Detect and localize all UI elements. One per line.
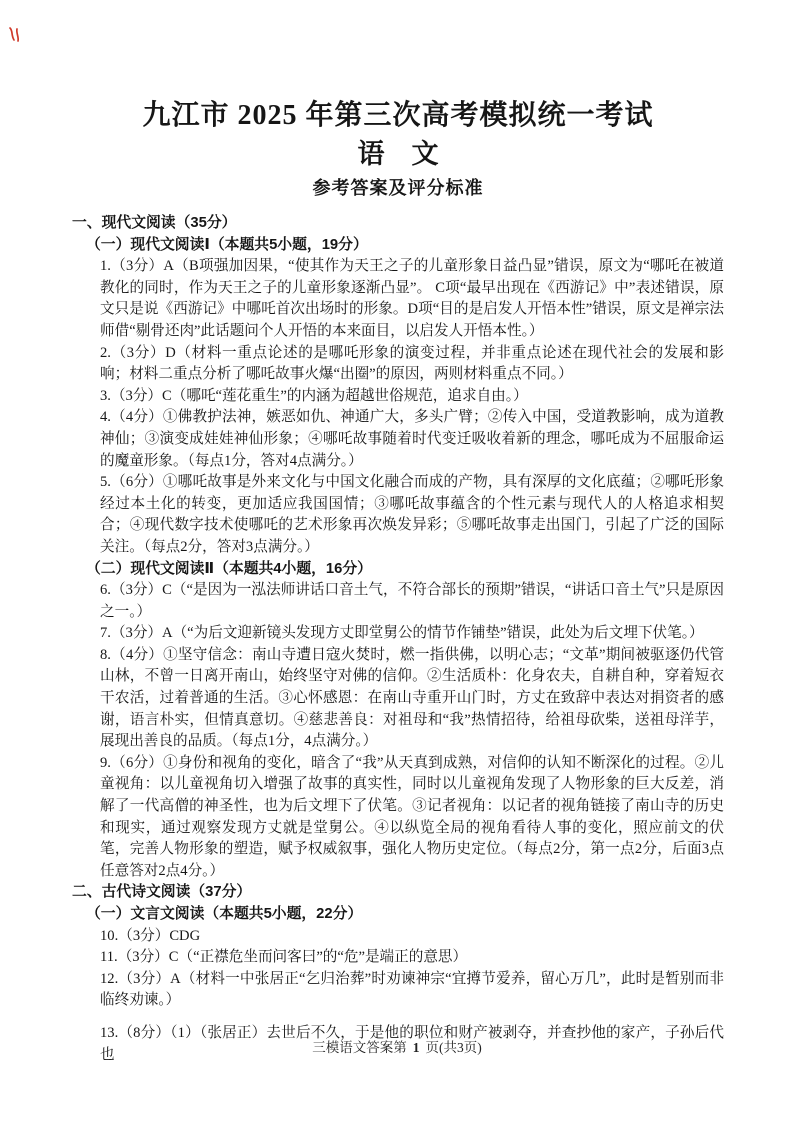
answer-item-6: 6.（3分）C（“是因为一泓法师讲话口音土气，不符合部长的预期”错误，“讲话口音土气”只是原因之一。） — [100, 582, 724, 620]
answer-item-7: 7.（3分）A（“为后文迎新镜头发现方丈即堂舅公的情节作铺垫”错误，此处为后文埋下伏笔。） — [100, 625, 704, 642]
answer-item-2: 2.（3分）D（材料一重点论述的是哪吒形象的演变过程，并非重点论述在现代社会的发展和影响；材料二重点分析了哪吒故事火爆“出圈”的原因，两则材料重点不同。） — [100, 344, 724, 383]
answer-key-subtitle: 参考答案及评分标准 — [312, 178, 484, 198]
subsection-modern-reading-2: （二）现代文阅读Ⅱ（本题共4小题，16分） — [86, 560, 372, 577]
answer-item-1: 1.（3分）A（B项强加因果，“使其作为天王之子的儿童形象日益凸显”错误，原文为“哪吒在被道教化的同时，作为天王之子的儿童形象逐渐凸显”。 C项“最早出现在《西游记》中”表述错误，原文只是说《西游记》中哪吒首次出场时的形象。D项“目的是启发人开悟本性”错误，原文是禅宗法师借“剔骨还肉”此话题问个人开悟的本来面目，以启发人开悟本性。） — [100, 258, 724, 339]
page-footer — [0, 1036, 794, 1056]
answer-item-12: 12.（3分）A（材料一中张居正“乞归治葬”时劝谏神宗“宜撙节爱养，留心万几”，此时是暂别而非临终劝谏。） — [100, 970, 724, 1009]
answer-item-13: 13.（8分）（1）（张居正）去世后不久，于是他的职位和财产被剥夺，并查抄他的家产，子孙后代也 — [100, 1024, 724, 1063]
answer-item-9: 9.（6分）①身份和视角的变化，暗含了“我”从天真到成熟，对信仰的认知不断深化的过程。②儿童视角：以儿童视角切入增强了故事的真实性，同时以儿童视角发现了人物形象的巨大反差，消解了一代高僧的神圣性，也为后文埋下了伏笔。③记者视角：以记者的视角链接了南山寺的历史和现实，通过观察发现方丈就是堂舅公。④以纵览全局的视角看待人事的变化，照应前文的伏笔，完善人物形象的塑造，赋予权威叙事，强化人物历史定位。（每点2分，第一点2分，后面3点任意答对2点4分。） — [100, 754, 724, 879]
exam-subject: 语 文 — [357, 139, 439, 169]
footer-prefix: 三模语文答案第 — [312, 1040, 407, 1055]
answer-item-8: 8.（4分）①坚守信念：南山寺遭日寇火焚时，燃一指供佛，以明心志；“文革”期间被驱逐仍代管山林，不曾一日离开南山，始终坚守对佛的信仰。②生活质朴：化身农夫，自耕自种，穿着短衣干农活，过着普通的生活。③心怀感恩：在南山寺重开山门时，方丈在致辞中表达对捐资者的感谢，语言朴实，但情真意切。④慈悲善良：对祖母和“我”热情招待，给祖母砍柴，送祖母洋芋，展现出善良的品质。（每点1分，4点满分。） — [100, 646, 724, 750]
section-modern-reading: 一、现代文阅读（35分） — [72, 215, 237, 231]
section-classical-reading: 二、古代诗文阅读（37分） — [72, 884, 252, 901]
subsection-modern-reading-1: （一）现代文阅读Ⅰ（本题共5小题，19分） — [86, 236, 368, 253]
red-corner-mark — [7, 26, 22, 44]
answer-item-4: 4.（4分）①佛教护法神，嫉恶如仇、神通广大，多头广臂；②传入中国，受道教影响，成为道教神仙；③演变成娃娃神仙形象；④哪吒故事随着时代变迁吸收着新的理念，哪吒成为不屈服命运的魔童形象。（每点1分，答对4点满分。） — [100, 409, 724, 469]
answer-item-11: 11.（3分）C（“正襟危坐而问客曰”的“危”是端正的意思） — [100, 949, 468, 966]
footer-page-number: 1 — [412, 1040, 420, 1055]
exam-title: 九江市 2025 年第三次高考模拟统一考试 — [142, 100, 654, 131]
footer-suffix: 页(共3页) — [425, 1040, 482, 1055]
answer-item-5: 5.（6分）①哪吒故事是外来文化与中国文化融合而成的产物，具有深厚的文化底蕴；②哪吒形象经过本土化的转变，更加适应我国国情；③哪吒故事蕴含的个性元素与现代人的人格追求相契合；④现代数字技术使哪吒的艺术形象再次焕发异彩；⑤哪吒故事走出国门，引起了广泛的国际关注。（每点2分，答对3点满分。） — [100, 474, 724, 555]
subsection-classical-prose: （一）文言文阅读（本题共5小题，22分） — [86, 906, 363, 922]
document-header — [72, 99, 724, 200]
answer-body — [72, 213, 724, 1066]
answer-item-10: 10.（3分）CDG — [100, 927, 201, 944]
answer-item-3: 3.（3分）C（哪吒“莲花重生”的内涵为超越世俗规范，追求自由。） — [100, 387, 528, 404]
